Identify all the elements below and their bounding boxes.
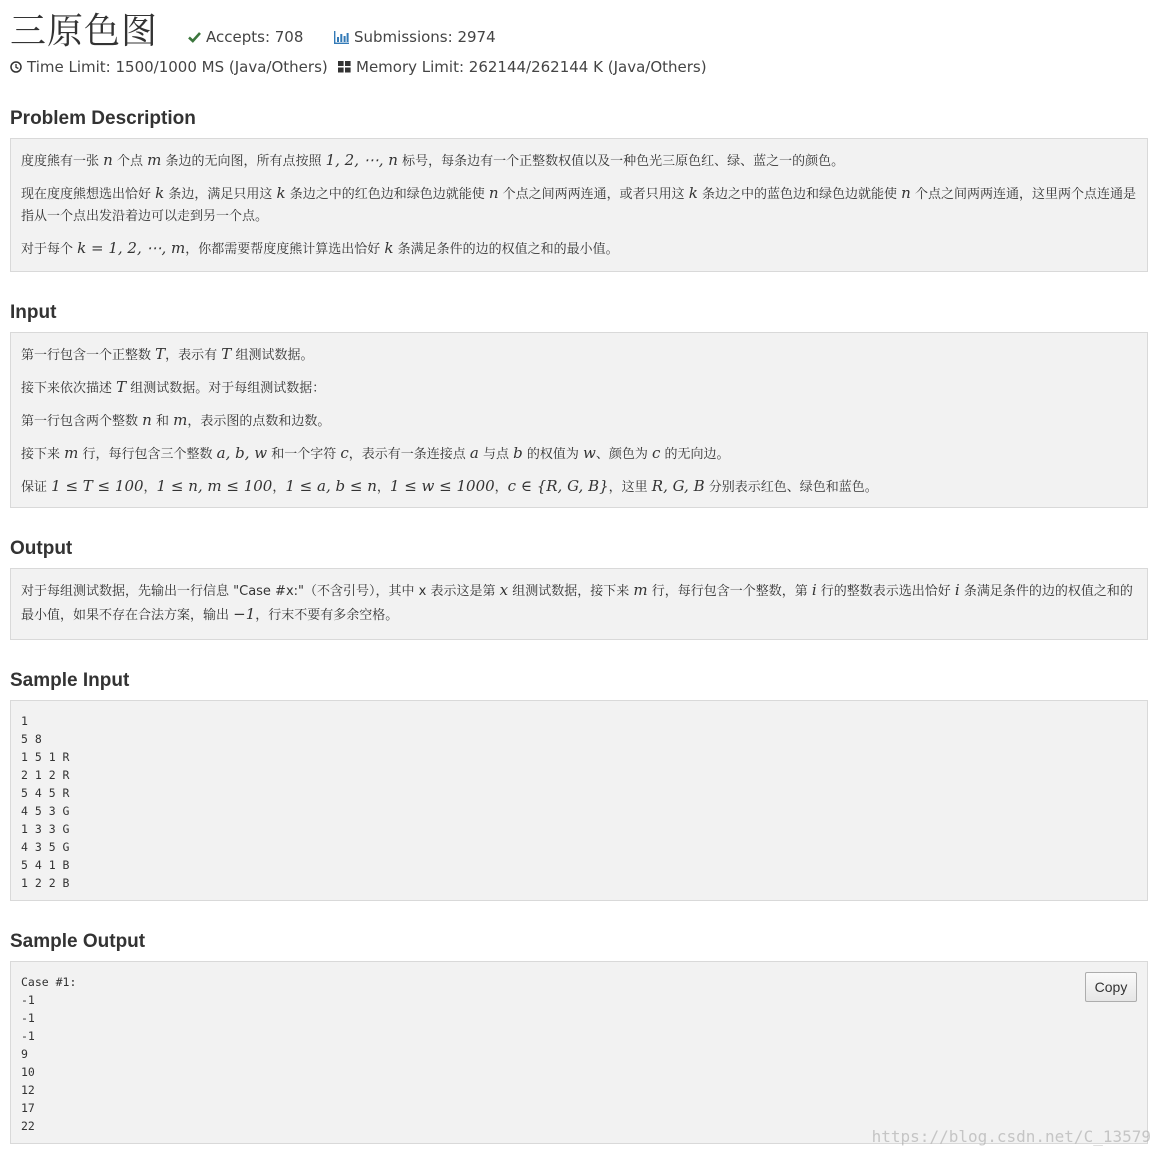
text-segment: 、颜色为	[595, 447, 652, 462]
math-expression: k	[276, 184, 286, 202]
math-expression: T	[221, 345, 232, 363]
input-paragraph-5	[21, 475, 1137, 499]
text-segment: ，你都需要帮度度熊计算选出恰好	[185, 242, 385, 257]
text-segment: 行，每行包含一个整数，第	[647, 584, 812, 599]
sample-input-code[interactable]: 1 5 8 1 5 1 R 2 1 2 R 5 4 5 R 4 5 3 G 1 3 3 G 4 3 5 G 5 4 1 B 1 2 2 B	[21, 714, 70, 890]
math-expression: i	[811, 581, 817, 599]
math-expression: k	[688, 184, 698, 202]
text-segment: 保证	[21, 480, 52, 495]
math-expression: b	[513, 444, 523, 462]
text-segment: 和	[151, 414, 174, 429]
input-heading: Input	[10, 302, 57, 323]
text-segment: ，表示有	[165, 348, 222, 363]
text-segment: 组测试数据。对于每组测试数据：	[126, 381, 326, 396]
text-segment: ，行末不要有多余空格。	[255, 608, 399, 623]
text-segment: ，	[494, 480, 508, 495]
text-segment: 现在度度熊想选出恰好	[21, 187, 156, 202]
description-heading: Problem Description	[10, 108, 196, 129]
text-segment: ，	[272, 480, 286, 495]
math-expression: m	[173, 411, 188, 429]
accepts-stat	[188, 28, 303, 46]
text-segment: 度度熊有一张	[21, 154, 104, 169]
input-paragraph-2	[21, 376, 1137, 400]
text-segment: 标号，每条边有一个正整数权值以及一种色光三原色红、绿、蓝之一的颜色。	[397, 154, 845, 169]
text-segment: 第一行包含两个整数	[21, 414, 143, 429]
math-expression: T	[155, 345, 166, 363]
text-segment: 条满足条件的边的权值之和的最小值，如果不存在合法方案，输出	[21, 584, 1133, 623]
input-panel	[10, 332, 1148, 508]
text-segment: 分别表示红色、绿色和蓝色。	[704, 480, 878, 495]
sample-output-panel[interactable]	[10, 961, 1148, 1144]
description-panel	[10, 138, 1148, 272]
text-segment: 条满足条件的边的权值之和的最小值。	[393, 242, 619, 257]
math-expression: 1 ≤ a, b ≤ n	[285, 477, 377, 495]
text-segment: 条边的无向图，所有点按照	[161, 154, 326, 169]
input-paragraph-3	[21, 409, 1137, 433]
math-expression: x	[499, 581, 509, 599]
text-segment: ，表示有一条连接点	[348, 447, 470, 462]
text-segment: 行，每行包含三个整数	[78, 447, 217, 462]
bar-chart-icon	[334, 31, 349, 44]
math-expression: 1 ≤ n, m ≤ 100	[156, 477, 273, 495]
memory-limit-stat	[338, 58, 707, 76]
text-segment: 和一个字符	[267, 447, 341, 462]
text-segment: 个点之间两两连通，或者只用这	[498, 187, 689, 202]
check-icon	[188, 31, 201, 43]
math-expression: k	[155, 184, 165, 202]
math-expression: m	[147, 151, 162, 169]
clock-icon	[10, 61, 22, 73]
text-segment: 接下来	[21, 447, 65, 462]
text-segment: 的权值为	[522, 447, 584, 462]
text-segment: ，表示图的点数和边数。	[187, 414, 331, 429]
math-expression: m	[64, 444, 79, 462]
math-expression: k = 1, 2, ⋯, m	[77, 239, 186, 257]
text-segment: 的无向边。	[660, 447, 730, 462]
math-expression: i	[954, 581, 960, 599]
math-expression: n	[901, 184, 911, 202]
watermark: https://blog.csdn.net/C_13579	[871, 1127, 1151, 1146]
math-expression: n	[103, 151, 113, 169]
grid-icon	[338, 61, 351, 73]
math-expression: n	[488, 184, 499, 202]
math-expression: 1 ≤ T ≤ 100	[51, 477, 144, 495]
sample-output-heading: Sample Output	[10, 931, 146, 952]
sample-input-panel[interactable]	[10, 700, 1148, 901]
text-segment: 个点之间两两连通，这里两个点连通是指从一个点出发沿着边可以走到另一个点。	[21, 187, 1136, 224]
problem-header	[10, 8, 1150, 88]
math-expression: c ∈ {R, G, B}	[507, 477, 609, 495]
sample-output-code[interactable]: Case #1: -1 -1 -1 9 10 12 17 22	[21, 975, 77, 1133]
submissions-stat	[334, 28, 496, 46]
submissions-label: Submissions: 2974	[354, 28, 496, 46]
math-expression: 1 ≤ w ≤ 1000	[389, 477, 495, 495]
accepts-label: Accepts: 708	[206, 28, 304, 46]
text-segment: 组测试数据。	[231, 348, 314, 363]
output-heading: Output	[10, 538, 73, 559]
text-segment: 条边之中的红色边和绿色边就能使	[285, 187, 489, 202]
text-segment: 与点	[478, 447, 514, 462]
math-expression: T	[116, 378, 127, 396]
text-segment: 第一行包含一个正整数	[21, 348, 156, 363]
text-segment: 接下来依次描述	[21, 381, 117, 396]
text-segment: 行的整数表示选出恰好	[816, 584, 955, 599]
input-paragraph-4	[21, 442, 1137, 466]
math-expression: −1	[233, 605, 256, 623]
time-limit-stat	[10, 58, 328, 76]
math-expression: a	[469, 444, 479, 462]
text-segment: ，	[143, 480, 157, 495]
text-segment: 条边之中的蓝色边和绿色边就能使	[697, 187, 902, 202]
text-segment: ，这里	[608, 480, 652, 495]
text-segment: ，	[376, 480, 390, 495]
description-paragraph-1	[21, 149, 1137, 173]
math-expression: c	[340, 444, 349, 462]
output-panel	[10, 568, 1148, 640]
memory-limit-label: Memory Limit: 262144/262144 K (Java/Others)	[356, 58, 707, 76]
math-expression: k	[384, 239, 394, 257]
output-paragraph-1	[21, 579, 1137, 627]
text-segment: 对于每个	[21, 242, 78, 257]
math-expression: w	[583, 444, 596, 462]
math-expression: m	[633, 581, 648, 599]
math-expression: c	[652, 444, 661, 462]
input-paragraph-1	[21, 343, 1137, 367]
text-segment: 对于每组测试数据，先输出一行信息 "Case #x:"（不含引号），其中 x 表示这是第	[21, 584, 500, 599]
description-paragraph-2	[21, 182, 1137, 228]
problem-title: 三原色图	[10, 11, 159, 52]
math-expression: a, b, w	[216, 444, 268, 462]
text-segment: 个点	[112, 154, 148, 169]
text-segment: 条边，满足只用这	[164, 187, 277, 202]
copy-button[interactable]: Copy	[1085, 972, 1137, 1002]
text-segment: 组测试数据，接下来	[508, 584, 634, 599]
sample-input-heading: Sample Input	[10, 670, 130, 691]
math-expression: R, G, B	[651, 477, 705, 495]
math-expression: n	[142, 411, 152, 429]
description-paragraph-3	[21, 237, 1137, 261]
math-expression: 1, 2, ⋯, n	[325, 151, 398, 169]
time-limit-label: Time Limit: 1500/1000 MS (Java/Others)	[27, 58, 328, 76]
